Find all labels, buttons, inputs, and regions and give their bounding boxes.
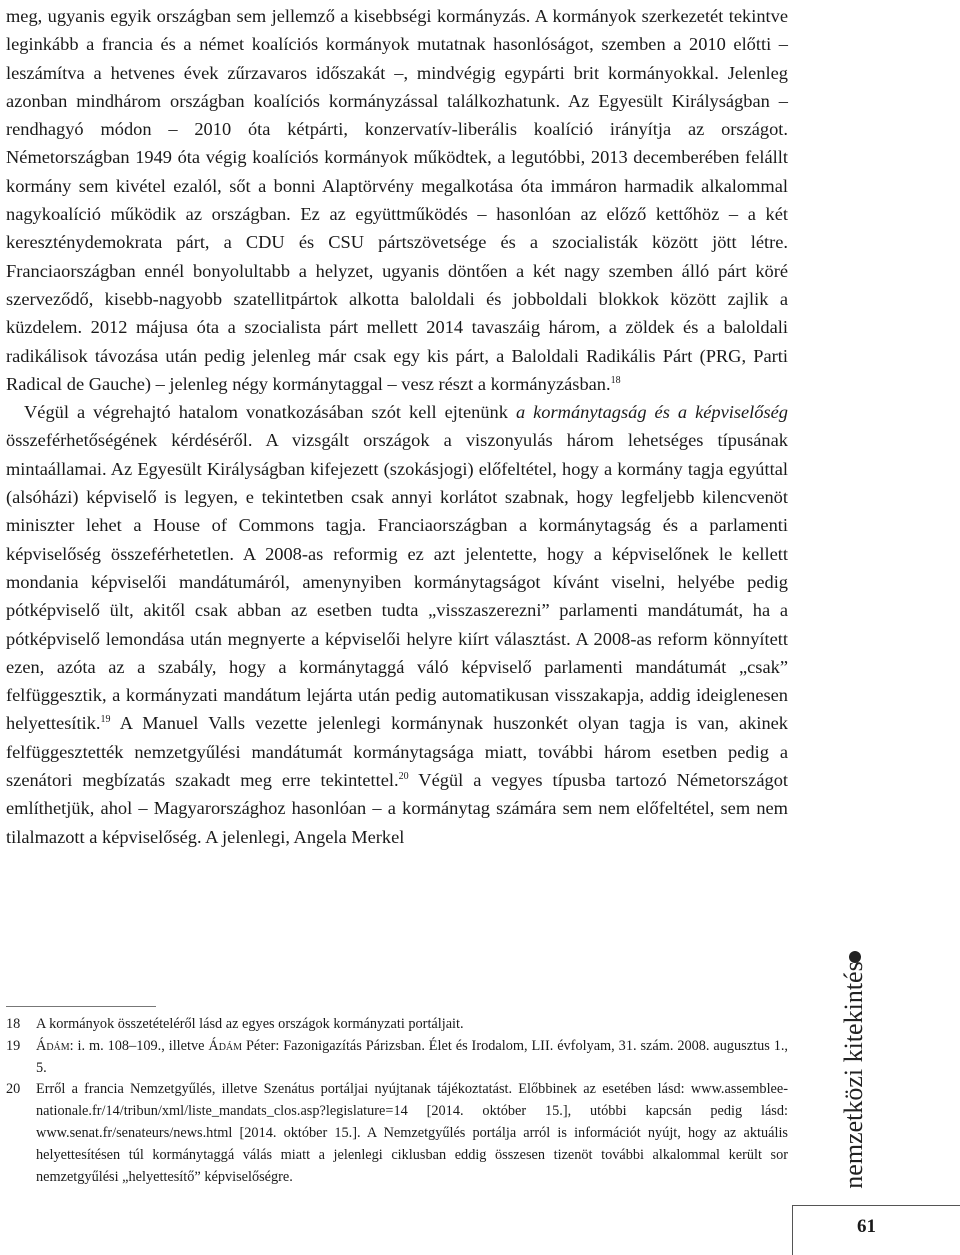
footnotes bbox=[6, 1014, 788, 1188]
footnote-number: 20 bbox=[6, 1081, 21, 1098]
footnote-text bbox=[36, 1036, 788, 1080]
main-text bbox=[6, 2, 788, 851]
page-number-box bbox=[792, 1205, 960, 1255]
footnote-19 bbox=[6, 1036, 788, 1080]
author-name: Ádám bbox=[208, 1037, 243, 1054]
author-name: Ádám bbox=[36, 1037, 70, 1054]
footnote-text: A kormányok összetételéről lásd az egyes országok kormányzati portáljait. bbox=[36, 1016, 464, 1032]
page-number: 61 bbox=[857, 1216, 876, 1237]
paragraph-2-text-b: összeférhetőségének kérdéséről. A vizsgált országok a viszonyulás három lehetséges típusának mintaállamai. Az Egyesült Királyságban kifejezett (szokásjogi) előfeltétel, hogy a kormány tagja egyúttal (alsóházi) képviselő is legyen, e tekintetben csak annyi korlátot szabnak, hogy legfeljebb kilencvenöt miniszter lehet a House of Commons tagja. Franciaországban a kormánytagság és a parlamenti képviselőség összeférhetetlen. A 2008-as reformig ez azt jelentette, hogy a képviselőnek le kellett mondania képviselői mandátumáról, amenynyiben kormánytagságot kívánt viselni, helyébe pedig pótképviselő ült, akitől csak abban az esetben tudta „visszaszerezni” parlamenti mandátumát, ha a pótképviselő lemondása után megnyerte a képviselői helyre kiírt választást. A 2008-as reform könnyített ezen, azóta az a szabály, hogy a kormánytaggá váló képviselő parlamenti mandátumát „csak” felfüggesztik, a kormányzati mandátum lejárta után pedig automatikusan visszakapja, addig ideiglenesen helyettesítik. bbox=[6, 430, 788, 734]
footnote-18 bbox=[6, 1014, 788, 1036]
footnote-20 bbox=[6, 1079, 788, 1188]
section-label bbox=[825, 960, 883, 1190]
paragraph-2-text-d: Végül a vegyes típusba tartozó Németországot említhetjük, ahol – Magyarországhoz hasonlóan – a kormánytag számára sem nem előfeltétel, sem nem tilalmazott a képviselőség. A jelenlegi, Angela Merkel bbox=[6, 770, 789, 847]
paragraph-2-italic: a kormánytagság és a képviselőség bbox=[515, 402, 788, 423]
footnote-number: 18 bbox=[6, 1016, 21, 1032]
footnote-ref-18[interactable]: 18 bbox=[610, 374, 621, 386]
footnote-ref-20[interactable]: 20 bbox=[398, 771, 409, 783]
footnote-ref-19[interactable]: 19 bbox=[100, 714, 111, 726]
paragraph-2-text-a: Végül a végrehajtó hatalom vonatkozásában szót kell ejtenünk bbox=[24, 402, 516, 423]
paragraph-2-text-c: A Manuel Valls vezette jelenlegi kormánynak huszonkét olyan tagja is van, akinek felfüggesztették nemzetgyűlési mandátumát kormánytagsága miatt, további három esetben pedig a szenátori megbízatás szakadt meg erre tekintettel. bbox=[6, 713, 788, 791]
footnote-separator bbox=[6, 1006, 156, 1007]
paragraph-1-text: meg, ugyanis egyik országban sem jellemző a kisebbségi kormányzás. A kormányok szerkezetét tekintve leginkább a francia és a német koalíciós kormányok mutatnak hasonlóságot, szemben a 2010 előtti – leszámítva a hetvenes évek zűrzavaros időszakát –, mindvégig egypárti brit kormányokkal. Jelenleg azonban mindhárom országban koalíciós kormányzással találkozhatunk. Az Egyesült Királyságban – rendhagyó módon – 2010 óta kétpárti, konzervatív-liberális koalíció irányítja az országot. Németországban 1949 óta végig koalíciós kormányok működtek, a legutóbbi, 2013 decemberében felállt kormány sem kivétel ezalól, sőt a bonni Alaptörvény megalkotása óta immáron harmadik alkalommal nagykoalíció működik az országban. Ez az együttműködés – hasonlóan az előző kettőhöz – a két kereszténydemokrata párt, a CDU és CSU pártszövetsége és a szocialisták között jött létre. Franciaországban ennél bonyolultabb a helyzet, ugyanis döntően a két nagy szemben álló párt köré szerveződő, kisebb-nagyobb szatellitpártok alkotta baloldali és jobboldali blokkok között zajlik a küzdelem. 2012 májusa óta a szocialista párt mellett 2014 tavaszáig három, a zöldek és a baloldali radikálisok távozása után pedig jelenleg már csak egy kis párt, a Baloldali Radikális Párt (PRG, Parti Radical de Gauche) – jelenleg négy kormánytaggal – vesz részt a kormányzásban. bbox=[6, 6, 788, 394]
paragraph-1 bbox=[6, 2, 788, 398]
paragraph-2 bbox=[6, 398, 788, 851]
section-label-text: nemzetközi kitekintés bbox=[839, 961, 868, 1189]
footnote-text: Erről a francia Nemzetgyűlés, illetve Szenátus portáljai nyújtanak tájékoztatást. Előbbinek az esetében lásd: www.assemblee-nationale.fr/14/tribun/xml/liste_mandats_clos.asp?legislature=14 [2014. október 15.], utóbbi kapcsán pedig lásd: www.senat.fr/senateurs/news.html [2014. október 15.]. A Nemzetgyűlés portálja arról is információt nyújt, hogy az aktuális helyettesítésen túl kormánytaggá válás miatt a jelenlegi ciklusban eddig összesen tizenöt további alkalommal került sor nemzetgyűlési „helyettesítő” képviselőségre. bbox=[36, 1081, 788, 1185]
footnote-text-part: Péter: Fazonigazítás Párizsban. Élet és Irodalom, LII. évfolyam, 31. szám. 2008. augusztus 1., 5. bbox=[36, 1037, 788, 1076]
footnote-number: 19 bbox=[6, 1037, 21, 1054]
footnote-text-part: : i. m. 108–109., illetve bbox=[69, 1037, 209, 1054]
